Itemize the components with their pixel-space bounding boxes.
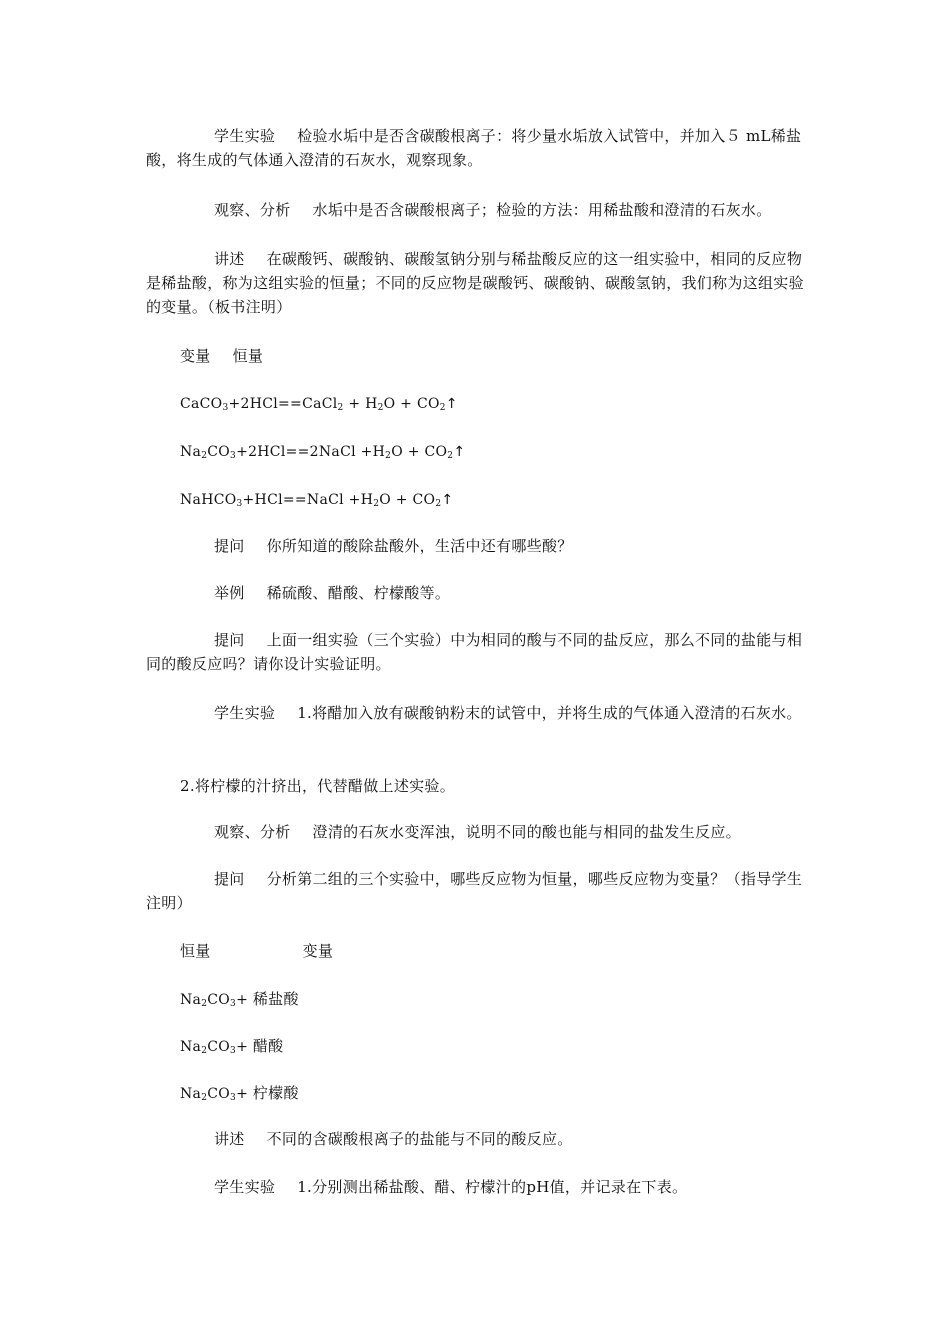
eq-part: O + CO [391, 444, 448, 460]
eq-part: CO [207, 1039, 231, 1055]
eq-part: O + CO [379, 492, 436, 508]
reactant-na2co3-vinegar [146, 1034, 808, 1059]
eq-part: CO [207, 992, 231, 1008]
eq-subscript: 2 [201, 1046, 208, 1056]
paragraph-text: 你所知道的酸除盐酸外，生活中还有哪些酸？ [266, 537, 573, 555]
paragraph-example [146, 581, 808, 605]
paragraph-text: 澄清的石灰水变浑浊，说明不同的酸也能与相同的盐发生反应。 [312, 823, 741, 841]
equation-caco3 [146, 392, 808, 416]
eq-part: 柠檬酸 [252, 1084, 299, 1102]
label-constant: 恒量 [180, 942, 211, 960]
paragraph-text: 分析第二组的三个实验中，哪些反应物为恒量，哪些反应物为变量？（指导学生注明） [146, 870, 803, 912]
eq-part: CO [207, 1086, 231, 1102]
eq-subscript: 2 [337, 403, 344, 413]
eq-part: CO [207, 444, 231, 460]
eq-part: Na [180, 444, 202, 460]
eq-subscript: 2 [385, 451, 392, 461]
eq-subscript: 3 [230, 999, 237, 1009]
paragraph-text: 在碳酸钙、碳酸钠、碳酸氢钠分别与稀盐酸反应的这一组实验中，相同的反应物是稀盐酸，称为这组实验的恒量；不同的反应物是碳酸钙、碳酸钠、碳酸氢钠，我们称为这组实验的变量。（板书注明） [146, 250, 804, 316]
paragraph-constant-variable [146, 939, 808, 963]
eq-part: NaHCO [180, 492, 237, 508]
paragraph-label: 讲述 [214, 250, 245, 268]
paragraph-text: 不同的含碳酸根离子的盐能与不同的酸反应。 [266, 1130, 573, 1148]
eq-part: Na [180, 1086, 202, 1102]
paragraph-text: 1.分别测出稀盐酸、醋、柠檬汁的pH值，并记录在下表。 [297, 1178, 688, 1196]
eq-part: 醋酸 [252, 1037, 284, 1055]
eq-part: + [236, 1039, 253, 1055]
paragraph-label: 讲述 [214, 1130, 245, 1148]
eq-subscript: 3 [230, 1046, 237, 1056]
eq-part: 稀盐酸 [252, 990, 299, 1008]
paragraph-question-3 [146, 867, 808, 915]
paragraph-text: 水垢中是否含碳酸根离子；检验的方法：用稀盐酸和澄清的石灰水。 [312, 201, 772, 219]
paragraph-text: 1.将醋加入放有碳酸钠粉末的试管中，并将生成的气体通入澄清的石灰水。 [297, 704, 802, 722]
up-arrow-icon: ↑ [453, 444, 466, 460]
paragraph-variable-constant [146, 344, 808, 368]
label-variable: 变量 [302, 942, 334, 960]
eq-part: O + CO [383, 396, 440, 412]
eq-subscript: 2 [377, 403, 384, 413]
paragraph-student-experiment-3 [146, 1175, 808, 1199]
reactant-na2co3-citric [146, 1081, 808, 1106]
paragraph-question-1 [146, 534, 808, 558]
paragraph-label: 提问 [214, 870, 245, 888]
paragraph-text: 检验水垢中是否含碳酸根离子：将少量水垢放入试管中，并加入５ mL稀盐酸，将生成的气体通入澄清的石灰水，观察现象。 [146, 127, 802, 169]
paragraph-label: 举例 [214, 584, 245, 602]
up-arrow-icon: ↑ [441, 492, 454, 508]
eq-part: Na [180, 992, 202, 1008]
paragraph-student-experiment-2 [146, 701, 808, 725]
eq-part: Na [180, 1039, 202, 1055]
eq-subscript: 2 [201, 451, 208, 461]
up-arrow-icon: ↑ [445, 396, 458, 412]
eq-subscript: 2 [201, 999, 208, 1009]
eq-subscript: 2 [439, 403, 446, 413]
eq-part: + [236, 992, 253, 1008]
paragraph-lecture-2 [146, 1127, 808, 1151]
paragraph-label: 观察、分析 [214, 201, 291, 219]
eq-subscript: 2 [435, 499, 442, 509]
paragraph-step-2 [146, 774, 808, 798]
eq-subscript: 3 [222, 403, 229, 413]
paragraph-question-2 [146, 628, 808, 676]
paragraph-text: 稀硫酸、醋酸、柠檬酸等。 [266, 584, 451, 602]
eq-subscript: 2 [373, 499, 380, 509]
paragraph-label: 学生实验 [214, 704, 276, 722]
equation-na2co3 [146, 440, 808, 464]
paragraph-text: 2.将柠檬的汁挤出，代替醋做上述实验。 [180, 777, 456, 795]
paragraph-label: 学生实验 [214, 1178, 276, 1196]
paragraph-observe-analyze-2 [146, 820, 808, 844]
label-variable: 变量 [180, 347, 211, 365]
eq-subscript: 2 [201, 1093, 208, 1103]
label-constant: 恒量 [232, 347, 264, 365]
paragraph-label: 提问 [214, 537, 245, 555]
paragraph-lecture-1 [146, 247, 808, 319]
reactant-na2co3-hcl [146, 987, 808, 1012]
paragraph-label: 学生实验 [214, 127, 276, 145]
paragraph-observe-analyze-1 [146, 198, 808, 222]
eq-part: + [236, 1086, 253, 1102]
eq-subscript: 2 [447, 451, 454, 461]
paragraph-label: 提问 [214, 631, 245, 649]
paragraph-label: 观察、分析 [214, 823, 291, 841]
eq-subscript: 3 [230, 451, 237, 461]
equation-nahco3 [146, 488, 808, 512]
eq-part: + H [343, 396, 378, 412]
eq-part: CaCO [180, 396, 223, 412]
eq-part: +2HCl==2NaCl +H [236, 444, 386, 460]
eq-part: +HCl==NaCl +H [242, 492, 374, 508]
paragraph-text: 上面一组实验（三个实验）中为相同的酸与不同的盐反应，那么不同的盐能与相同的酸反应吗？请你设计实验证明。 [146, 631, 803, 673]
eq-subscript: 3 [230, 1093, 237, 1103]
paragraph-student-experiment-1 [146, 124, 808, 172]
eq-subscript: 3 [236, 499, 243, 509]
eq-part: +2HCl==CaCl [228, 396, 338, 412]
